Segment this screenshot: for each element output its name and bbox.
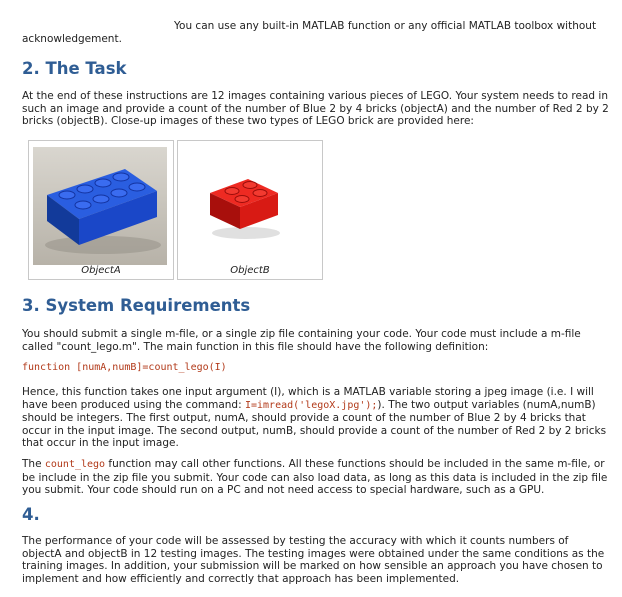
- intro-line-2: acknowledgement.: [22, 32, 122, 45]
- requirements-heading: 3. System Requirements: [22, 296, 251, 315]
- section-4-heading: 4.: [22, 505, 40, 524]
- figure-object-b: [177, 140, 323, 280]
- imread-code: I=imread('legoX.jpg');: [244, 399, 378, 411]
- intro-line-1: You can use any built-in MATLAB function or any official MATLAB toolbox without: [174, 20, 597, 32]
- task-body: At the end of these instructions are 12 images containing various pieces of LEGO. Your system needs to read in such an image and provide a count of the number of Blue 2 by 4 bricks (objectA) and the number of Red 2 by 2 bricks (objectB). Close-up images of these two types of LEGO brick are provided here:: [22, 90, 609, 127]
- count-lego-code: count_lego: [44, 459, 106, 470]
- figure-caption-a: ObjectA: [81, 265, 121, 276]
- requirements-paragraph-2: Hence, this function takes one input argument (I), which is a MATLAB variable storing a jpeg image (i.e. I will have been produced using the command: I=imread('legoX.jpg');). The two output variables (numA,numB) should be integers. The first output, numA, should provide a count of the number of Blue 2 by 4 bricks that occur in the input image. The second output, numB, should provide a count of the number of Red 2 by 2 bricks that occur in the input image.: [22, 386, 607, 449]
- section-4-body: The performance of your code will be assessed by testing the accuracy with which it counts numbers of objectA and objectB in 12 testing images. The testing images were obtained under the same conditions as the training images. In addition, your submission will be marked on how sensible an approach you have chosen to implement and how efficiently and correctly that approach has been implemented.: [22, 535, 605, 585]
- requirements-paragraph-3: The count_lego function may call other functions. All these functions should be included in the same m-file, or be include in the zip file you submit. Your code can also load data, as long as this data is included in the zip file you submit. Your code should run on a PC and not need access to special hardware, such as a GPU.: [22, 458, 608, 496]
- figure-caption-b: ObjectB: [230, 265, 270, 276]
- requirements-paragraph-1: You should submit a single m-file, or a single zip file containing your code. Your code must include a m-file called "count_lego.m". The main function in this file should have the following definition:: [22, 328, 581, 353]
- red-brick-image: [182, 147, 316, 265]
- intro-paragraph: [22, 20, 607, 45]
- figure-object-a: [28, 140, 174, 280]
- function-definition: function [numA,numB]=count_lego(I): [22, 362, 227, 373]
- task-heading: 2. The Task: [22, 59, 127, 78]
- blue-brick-image: [33, 147, 167, 265]
